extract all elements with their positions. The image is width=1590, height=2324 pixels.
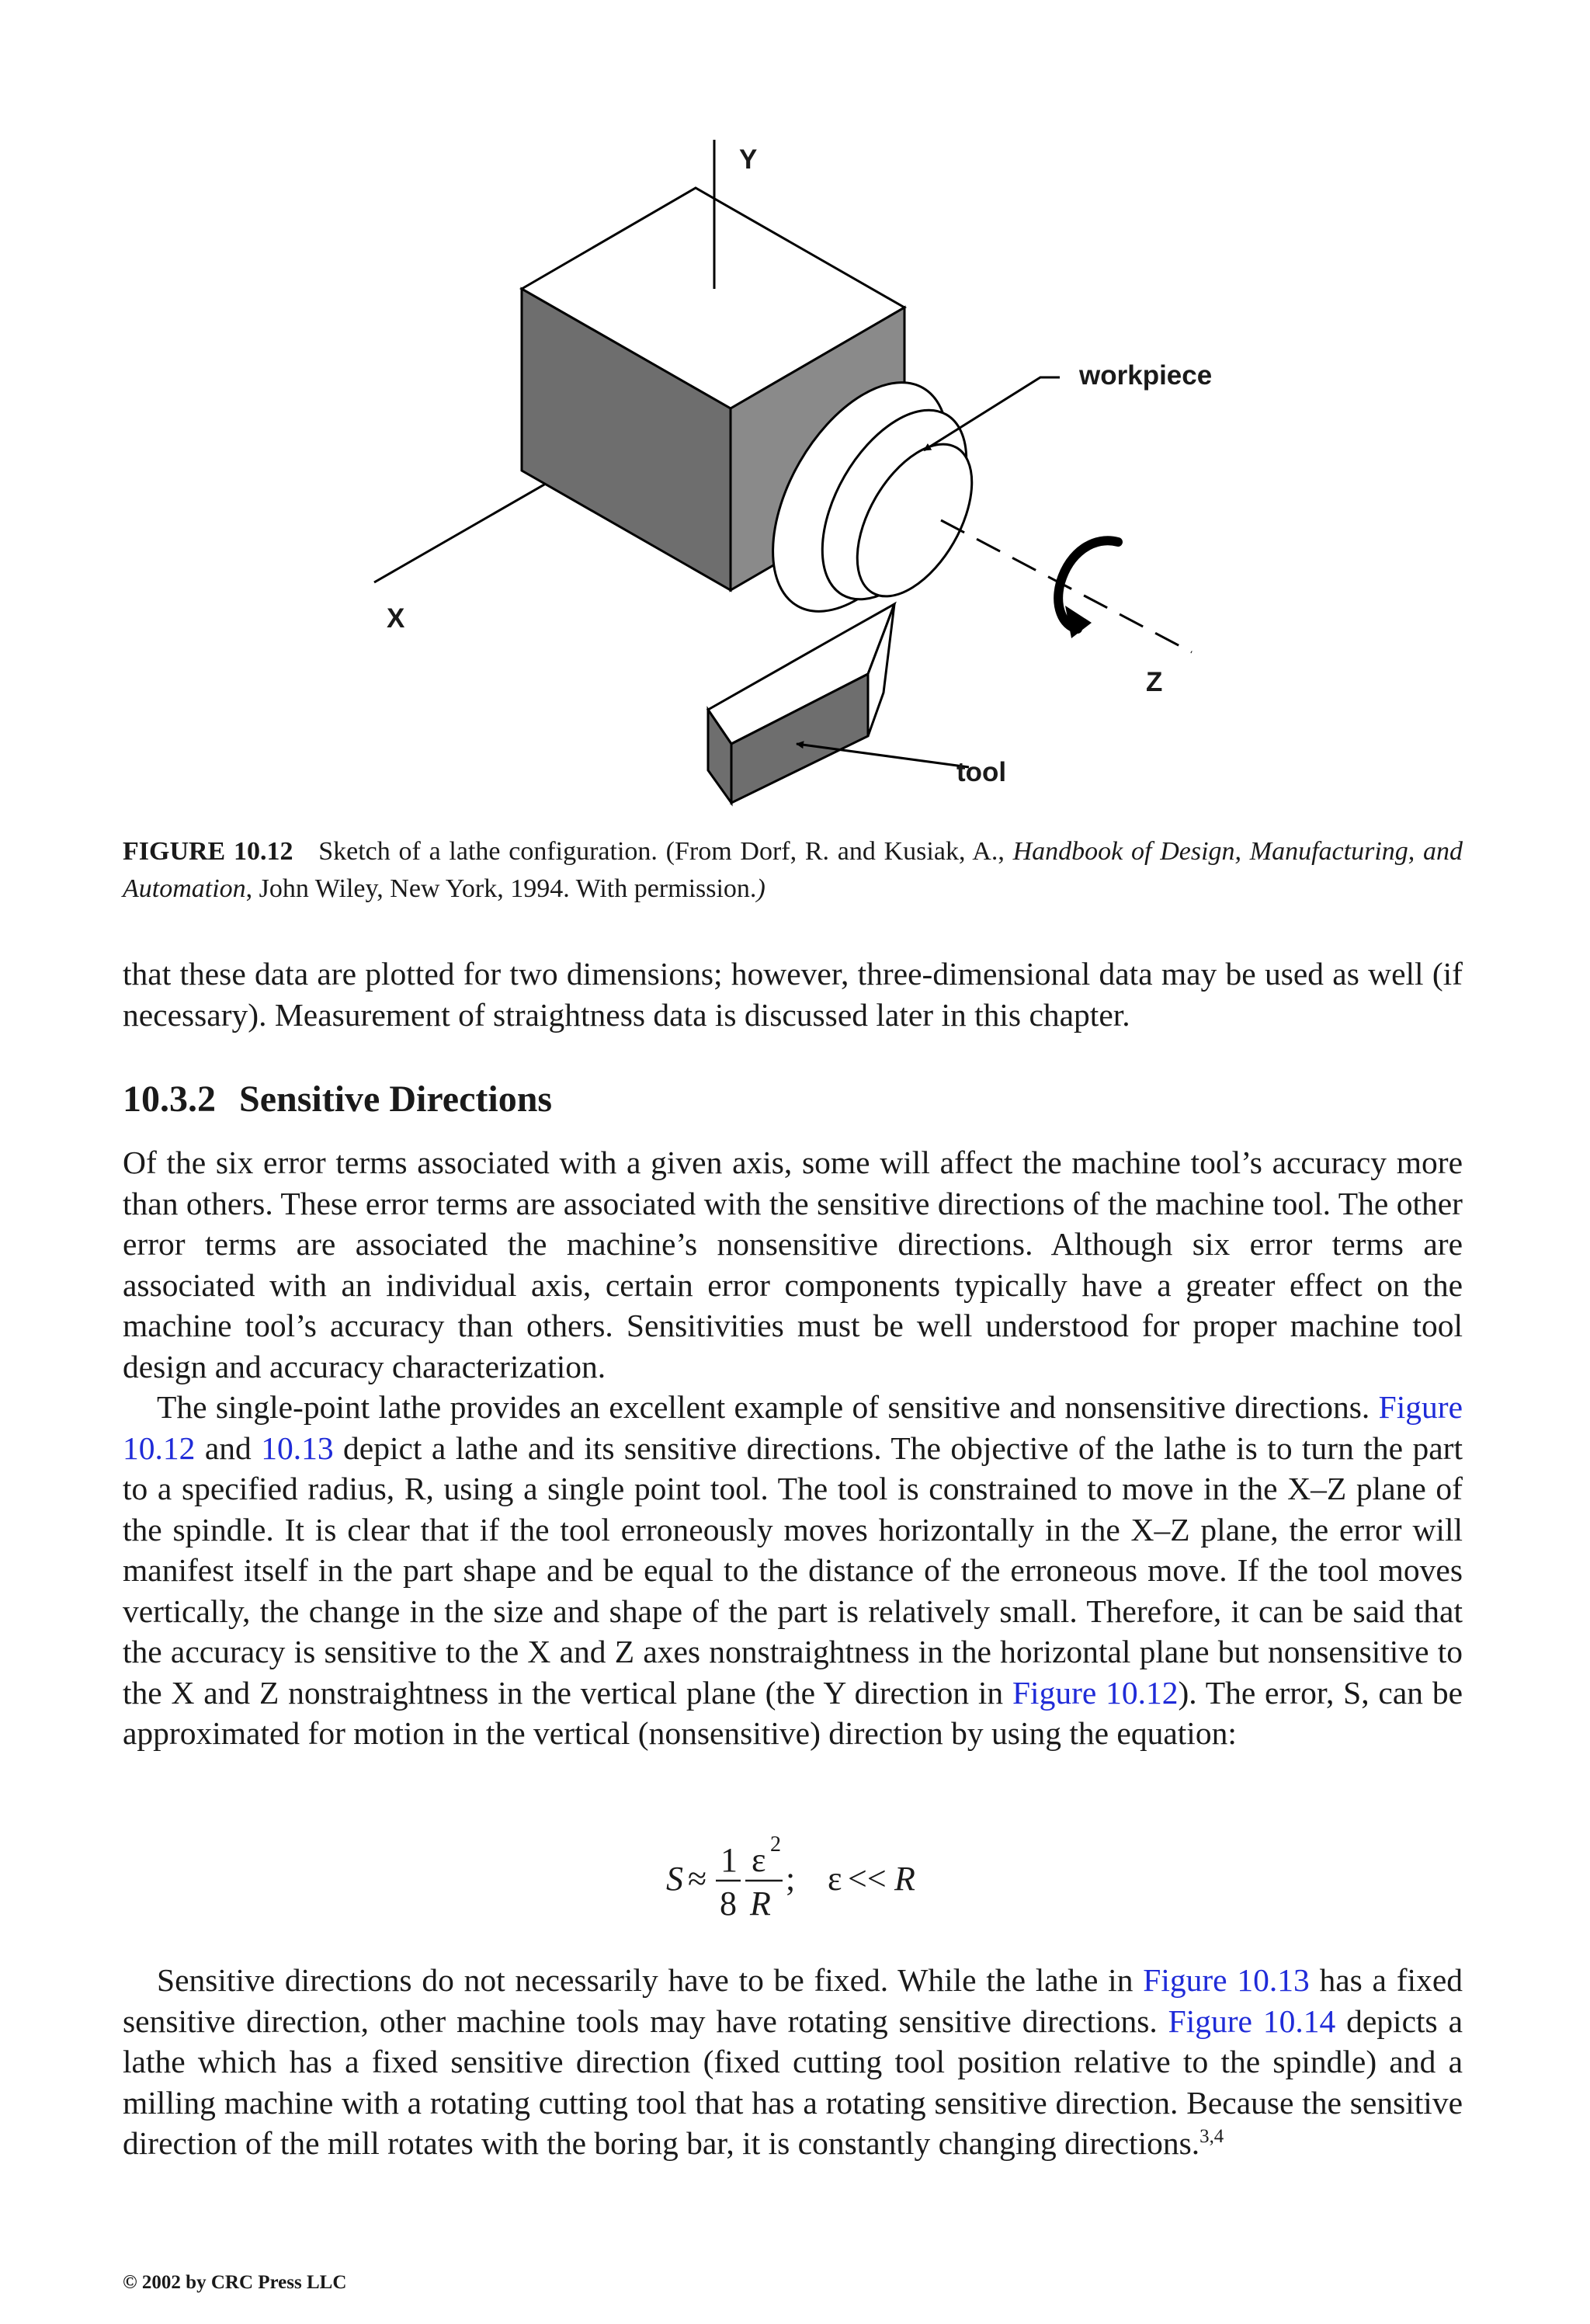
- copyright-footer: © 2002 by CRC Press LLC: [123, 2272, 347, 2293]
- caption-text-a: Sketch of a lathe configuration. (From Dorf, R. and Kusiak, A.,: [318, 837, 1013, 866]
- p4-text-2: has a fixed sensitive direction, other machine tools may have rotating sensitive directions.: [123, 1962, 1463, 2039]
- p4-text-3: depicts a lathe which has a fixed sensitive direction (fixed cutting tool position relative to the spindle) and a milling machine with a rotating cutting tool that has a rotating sensitive direction. Because the sensitive direction of the mill rotates with the boring bar, it is constantly changing directions.: [123, 2003, 1463, 2161]
- tool-label: tool: [956, 757, 1007, 787]
- eq-coef-num: 1: [720, 1841, 738, 1879]
- caption-close: ): [756, 874, 765, 903]
- eq-cond-rhs: R: [894, 1860, 915, 1898]
- figure-caption: [123, 833, 1463, 908]
- section-heading: [123, 1076, 552, 1123]
- link-figure-10-13-b[interactable]: Figure 10.13: [1143, 1962, 1310, 1998]
- eq-semicolon: ;: [786, 1860, 796, 1898]
- p4-text-1: Sensitive directions do not necessarily have to be fixed. While the lathe in: [157, 1962, 1144, 1998]
- section-number: 10.3.2: [123, 1079, 216, 1120]
- p3-text-4: ). The error, S, can be approximated for motion in the vertical (nonsensitive) direction by using the equation:: [123, 1674, 1463, 1751]
- figure-number: FIGURE 10.12: [123, 837, 293, 866]
- eq-cond-lhs: ε: [828, 1860, 842, 1898]
- eq-exp: 2: [770, 1832, 781, 1857]
- paragraph-2: Of the six error terms associated with a given axis, some will affect the machine tool’s accuracy more than others. These error terms are associated with the sensitive directions of the machine tool. The other error terms are associated the machine’s nonsensitive directions. Although six error terms are associated with an individual axis, certain error components typically have a greater effect on the machine tool’s accuracy than others. Sensitivities must be well understood for proper machine tool design and accuracy characterization.: [123, 1145, 1463, 1384]
- link-figure-10-12-b[interactable]: Figure 10.12: [1012, 1674, 1179, 1711]
- section-title: Sensitive Directions: [239, 1079, 553, 1120]
- link-figure-10-13[interactable]: 10.13: [261, 1429, 334, 1466]
- eq-r: R: [750, 1885, 771, 1923]
- eq-lhs: S: [666, 1860, 683, 1898]
- paragraph-4: [123, 1960, 1463, 2164]
- p4-reference: 3,4: [1199, 2126, 1224, 2148]
- lathe-figure: [311, 116, 1273, 831]
- z-axis-label: Z: [1146, 667, 1163, 697]
- link-figure-10-12[interactable]: Figure 10.12: [123, 1389, 1463, 1466]
- z-axis-line: [941, 520, 1192, 652]
- paragraph-3: [123, 1387, 1463, 1754]
- workpiece-label: workpiece: [1079, 360, 1213, 391]
- equation: [621, 1815, 963, 1932]
- eq-eps: ε: [752, 1841, 766, 1879]
- x-axis-label: X: [387, 603, 405, 634]
- caption-text-b: , John Wiley, New York, 1994. With permission.: [245, 874, 757, 903]
- paragraph-1: that these data are plotted for two dimensions; however, three-dimensional data may be used as well (if necessary). Measurement of straightness data is discussed later in this chapter.: [123, 956, 1463, 1033]
- caption-book-title: Handbook of Design, Manufacturing, and Automation: [123, 837, 1463, 903]
- link-figure-10-14[interactable]: Figure 10.14: [1168, 2003, 1336, 2039]
- y-axis-label: Y: [739, 144, 758, 175]
- p3-text-2: and: [195, 1429, 262, 1466]
- eq-cond-op: <<: [848, 1860, 887, 1898]
- eq-coef-den: 8: [720, 1885, 737, 1923]
- p3-text-3: depict a lathe and its sensitive directions. The objective of the lathe is to turn the part to a specified radius, R, using a single point tool. The tool is constrained to move in the X–Z plane of the spindle. It is clear that if the tool erroneously moves horizontally in the X–Z plane, the error will manifest itself in the part shape and be equal to the distance of the erroneous move. If the tool moves vertically, the change in the size and shape of the part is relatively small. Therefore, it can be said that the accuracy is sensitive to the X and Z axes nonstraightness in the horizontal plane but nonsensitive to the X and Z nonstraightness in the vertical plane (the Y direction in: [123, 1429, 1463, 1711]
- eq-approx: ≈: [688, 1860, 707, 1898]
- p3-text-1: The single-point lathe provides an excellent example of sensitive and nonsensitive directions.: [157, 1389, 1379, 1425]
